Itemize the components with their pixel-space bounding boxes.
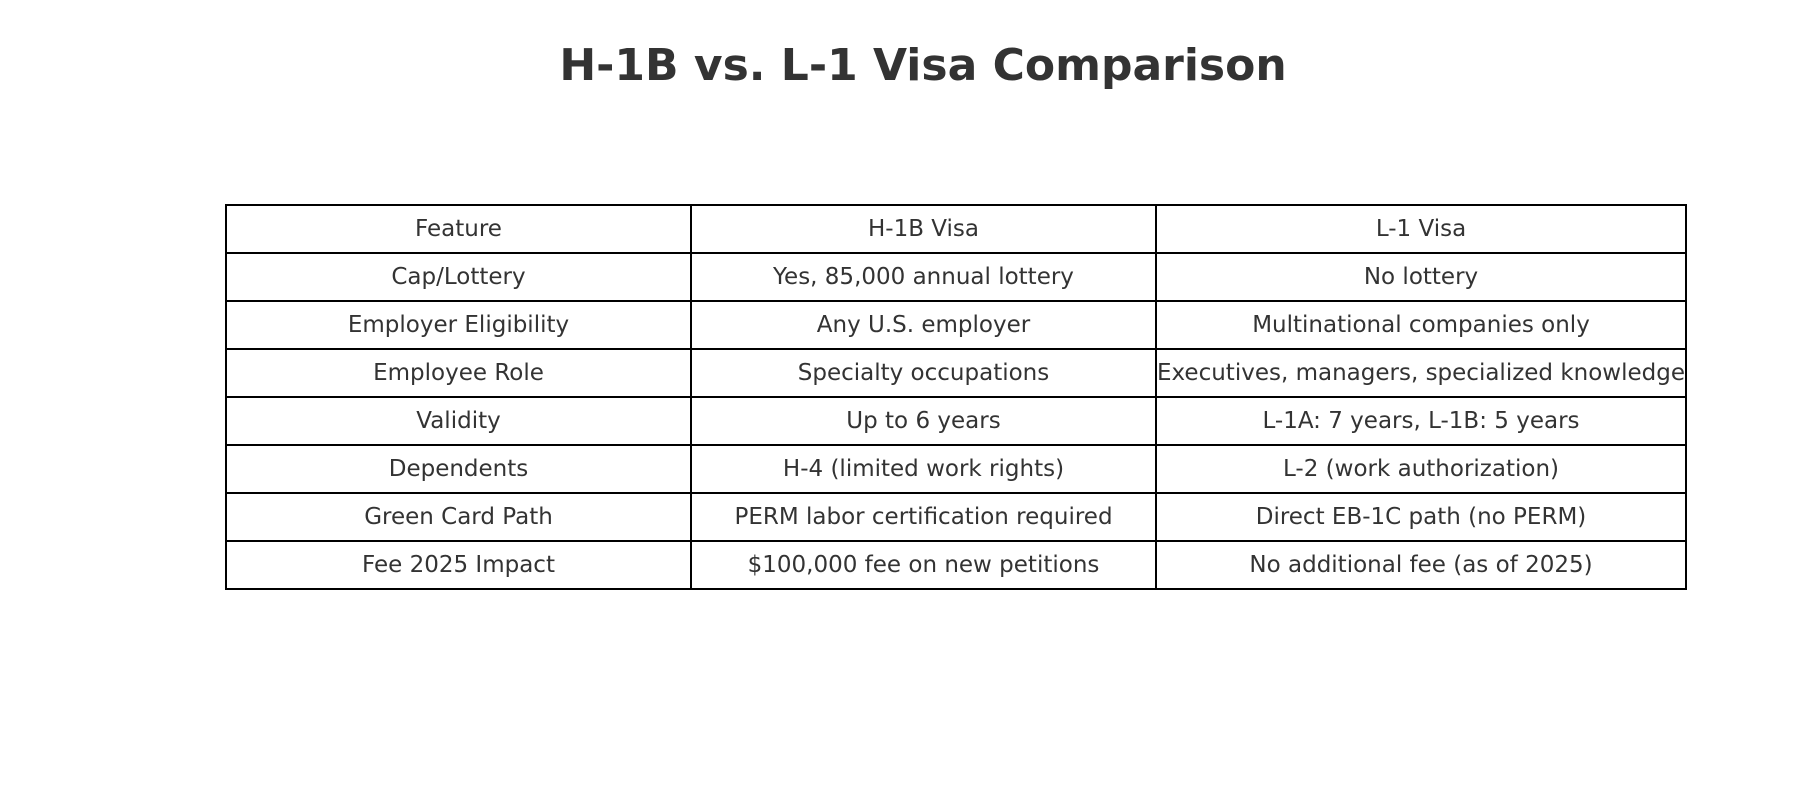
table-cell: Direct EB-1C path (no PERM)	[1156, 493, 1686, 541]
table-cell: Any U.S. employer	[691, 301, 1156, 349]
table-row	[226, 397, 1686, 445]
table-body	[226, 205, 1686, 589]
table-cell: No lottery	[1156, 253, 1686, 301]
table-row	[226, 493, 1686, 541]
chart-title: H-1B vs. L-1 Visa Comparison	[559, 40, 1287, 91]
table-cell: Up to 6 years	[691, 397, 1156, 445]
table-cell: L-1A: 7 years, L-1B: 5 years	[1156, 397, 1686, 445]
table-cell: Green Card Path	[226, 493, 691, 541]
table-row	[226, 349, 1686, 397]
column-header: Feature	[226, 205, 691, 253]
table-cell: Employer Eligibility	[226, 301, 691, 349]
table-cell: Specialty occupations	[691, 349, 1156, 397]
table-cell: Executives, managers, specialized knowledge	[1156, 349, 1686, 397]
table-cell: Employee Role	[226, 349, 691, 397]
table-cell: Validity	[226, 397, 691, 445]
table-row	[226, 301, 1686, 349]
table-cell: No additional fee (as of 2025)	[1156, 541, 1686, 589]
table-cell: L-2 (work authorization)	[1156, 445, 1686, 493]
table-row	[226, 445, 1686, 493]
table-cell: H-4 (limited work rights)	[691, 445, 1156, 493]
column-header: H-1B Visa	[691, 205, 1156, 253]
table-cell: Dependents	[226, 445, 691, 493]
table-row	[226, 541, 1686, 589]
table-cell: Cap/Lottery	[226, 253, 691, 301]
table-cell: Yes, 85,000 annual lottery	[691, 253, 1156, 301]
column-header: L-1 Visa	[1156, 205, 1686, 253]
table-row	[226, 253, 1686, 301]
table-cell: $100,000 fee on new petitions	[691, 541, 1156, 589]
comparison-table	[225, 204, 1687, 590]
table-cell: PERM labor certification required	[691, 493, 1156, 541]
header-row	[226, 205, 1686, 253]
table-cell: Fee 2025 Impact	[226, 541, 691, 589]
table-cell: Multinational companies only	[1156, 301, 1686, 349]
